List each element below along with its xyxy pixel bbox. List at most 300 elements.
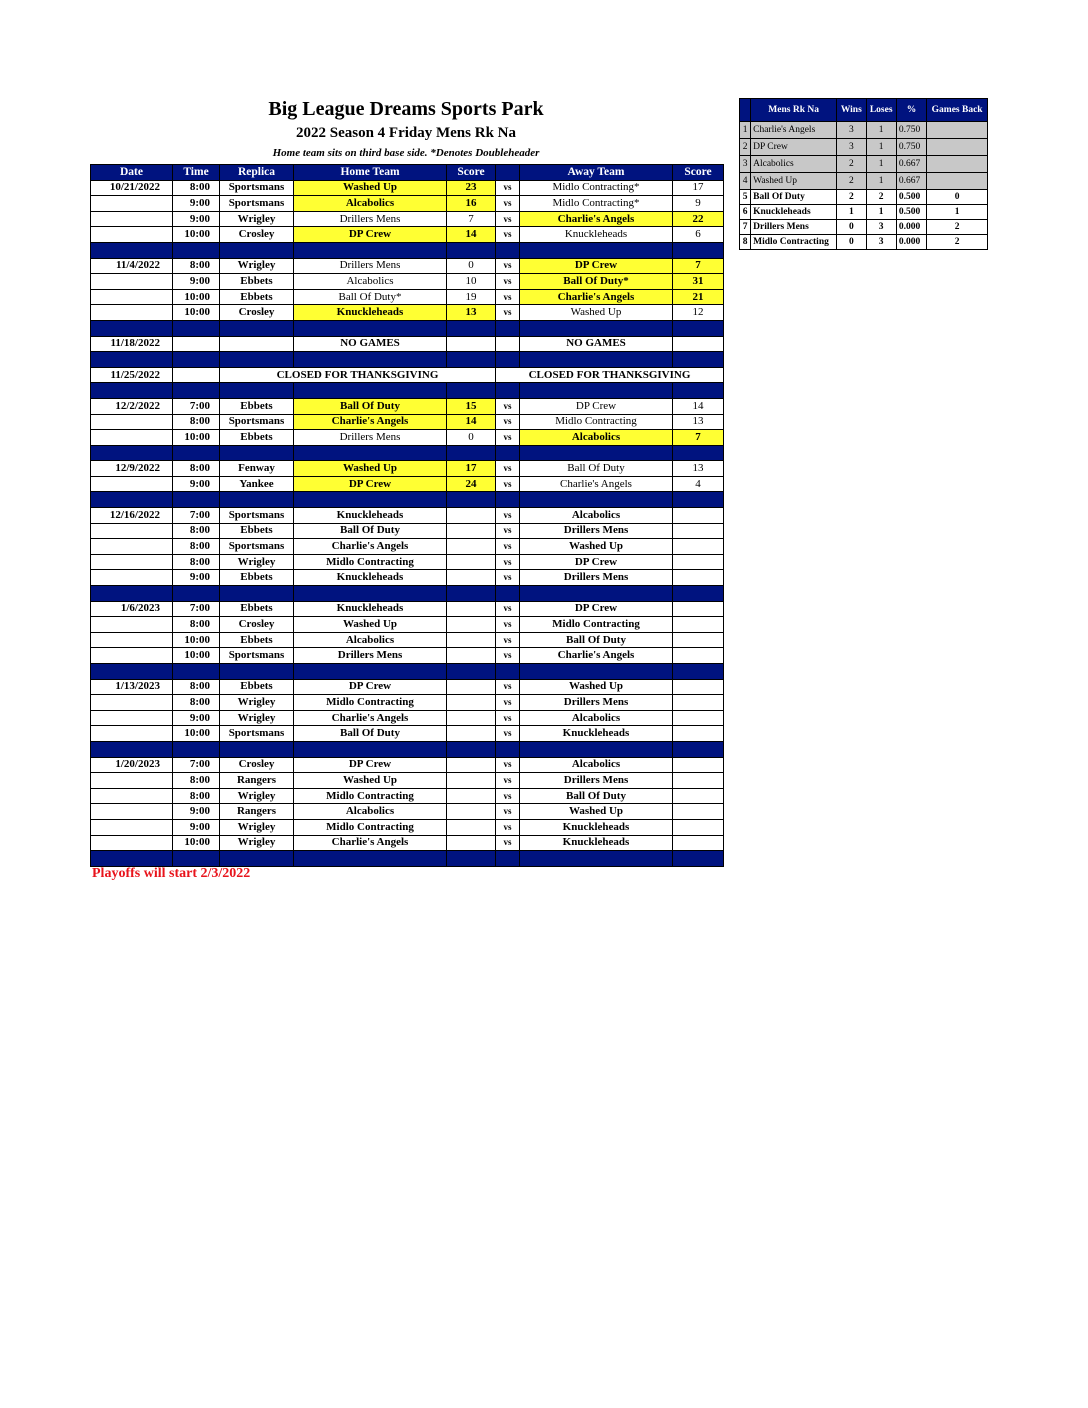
separator-cell xyxy=(496,445,520,461)
time-cell: 7:00 xyxy=(173,757,220,773)
away-score-cell: 13 xyxy=(673,461,724,477)
separator-cell xyxy=(520,664,673,680)
home-team-cell: Charlie's Angels xyxy=(294,710,447,726)
date-cell: 1/6/2023 xyxy=(91,601,173,617)
vs-cell: vs xyxy=(496,414,520,430)
date-cell xyxy=(91,804,173,820)
replica-cell: Sportsmans xyxy=(220,648,294,664)
home-team-cell: Ball Of Duty xyxy=(294,398,447,414)
date-cell xyxy=(91,835,173,851)
separator-cell xyxy=(496,741,520,757)
game-row xyxy=(91,617,724,633)
wins-cell: 0 xyxy=(837,220,866,235)
team-cell: Drillers Mens xyxy=(751,220,837,235)
week-separator-row xyxy=(91,242,724,258)
page-subtitle: 2022 Season 4 Friday Mens Rk Na xyxy=(295,125,516,141)
home-team-cell: Charlie's Angels xyxy=(294,414,447,430)
separator-cell xyxy=(673,445,724,461)
column-header-replica: Replica xyxy=(220,165,294,181)
home-score-cell: 17 xyxy=(447,461,496,477)
home-team-cell: DP Crew xyxy=(294,679,447,695)
standings-row xyxy=(740,235,988,250)
date-cell xyxy=(91,648,173,664)
home-score-cell: 24 xyxy=(447,476,496,492)
date-cell xyxy=(91,289,173,305)
home-team-cell: Washed Up xyxy=(294,461,447,477)
home-score-cell: 23 xyxy=(447,180,496,196)
vs-cell: vs xyxy=(496,211,520,227)
time-cell: 8:00 xyxy=(173,617,220,633)
home-score-cell xyxy=(447,601,496,617)
time-cell: 8:00 xyxy=(173,523,220,539)
game-row xyxy=(91,554,724,570)
date-cell: 12/16/2022 xyxy=(91,508,173,524)
replica-cell: Ebbets xyxy=(220,679,294,695)
home-score-cell xyxy=(447,804,496,820)
away-team-cell: Knuckleheads xyxy=(520,835,673,851)
schedule-header-row xyxy=(91,165,724,181)
rank-cell: 7 xyxy=(740,220,751,235)
game-row xyxy=(91,274,724,290)
date-cell xyxy=(91,632,173,648)
rank-cell: 1 xyxy=(740,122,751,139)
week-separator-row xyxy=(91,320,724,336)
home-score-cell xyxy=(447,710,496,726)
home-score-cell: 14 xyxy=(447,227,496,243)
time-cell: 8:00 xyxy=(173,773,220,789)
rank-cell: 4 xyxy=(740,173,751,190)
home-score-cell: 14 xyxy=(447,414,496,430)
away-team-cell: Ball Of Duty xyxy=(520,461,673,477)
separator-cell xyxy=(447,352,496,368)
team-cell: Alcabolics xyxy=(751,156,837,173)
team-cell: Midlo Contracting xyxy=(751,235,837,250)
team-cell: Washed Up xyxy=(751,173,837,190)
away-score-cell xyxy=(673,679,724,695)
rank-cell: 5 xyxy=(740,190,751,205)
home-score-cell: 15 xyxy=(447,398,496,414)
separator-cell xyxy=(520,383,673,399)
away-score-cell: 9 xyxy=(673,196,724,212)
time-cell: 8:00 xyxy=(173,695,220,711)
date-cell xyxy=(91,196,173,212)
replica-cell: Sportsmans xyxy=(220,414,294,430)
away-team-cell: Charlie's Angels xyxy=(520,476,673,492)
away-score-cell xyxy=(673,336,724,352)
separator-cell xyxy=(173,586,220,602)
date-cell: 11/4/2022 xyxy=(91,258,173,274)
home-score-cell xyxy=(447,523,496,539)
home-score-cell xyxy=(447,570,496,586)
replica-cell: Sportsmans xyxy=(220,539,294,555)
away-score-cell xyxy=(673,601,724,617)
date-cell: 1/20/2023 xyxy=(91,757,173,773)
games-back-cell xyxy=(927,156,988,173)
column-header-away-team: Away Team xyxy=(520,165,673,181)
game-row xyxy=(91,508,724,524)
home-team-cell: Washed Up xyxy=(294,180,447,196)
rank-cell: 6 xyxy=(740,205,751,220)
away-score-cell: 31 xyxy=(673,274,724,290)
replica-cell xyxy=(220,336,294,352)
separator-cell xyxy=(220,664,294,680)
time-cell: 10:00 xyxy=(173,227,220,243)
away-team-cell: Knuckleheads xyxy=(520,819,673,835)
home-score-cell xyxy=(447,835,496,851)
standings-row xyxy=(740,139,988,156)
separator-cell xyxy=(173,352,220,368)
replica-cell: Ebbets xyxy=(220,570,294,586)
separator-cell xyxy=(294,383,447,399)
away-team-cell: Ball Of Duty xyxy=(520,788,673,804)
vs-cell: vs xyxy=(496,835,520,851)
pct-cell: 0.000 xyxy=(896,220,926,235)
away-score-cell: 4 xyxy=(673,476,724,492)
replica-cell: Sportsmans xyxy=(220,180,294,196)
replica-cell: Wrigley xyxy=(220,819,294,835)
game-row xyxy=(91,180,724,196)
wins-cell: 3 xyxy=(837,122,866,139)
away-score-cell xyxy=(673,570,724,586)
home-team-cell: Knuckleheads xyxy=(294,570,447,586)
game-row xyxy=(91,695,724,711)
separator-cell xyxy=(520,445,673,461)
vs-cell: vs xyxy=(496,430,520,446)
home-team-cell: DP Crew xyxy=(294,476,447,492)
date-cell: 10/21/2022 xyxy=(91,180,173,196)
loses-cell: 1 xyxy=(866,122,896,139)
away-score-cell: 14 xyxy=(673,398,724,414)
replica-cell: Wrigley xyxy=(220,695,294,711)
time-cell: 9:00 xyxy=(173,476,220,492)
game-row xyxy=(91,819,724,835)
away-score-cell xyxy=(673,804,724,820)
game-row xyxy=(91,710,724,726)
loses-cell: 1 xyxy=(866,205,896,220)
page-title: Big League Dreams Sports Park xyxy=(268,98,544,120)
column-header-vs xyxy=(496,165,520,181)
vs-cell: vs xyxy=(496,196,520,212)
team-cell: Ball Of Duty xyxy=(751,190,837,205)
home-team-cell: Knuckleheads xyxy=(294,601,447,617)
replica-cell: Ebbets xyxy=(220,430,294,446)
separator-cell xyxy=(173,445,220,461)
vs-cell: vs xyxy=(496,476,520,492)
home-team-cell: Midlo Contracting xyxy=(294,819,447,835)
standings-row xyxy=(740,122,988,139)
replica-cell: Rangers xyxy=(220,773,294,789)
separator-cell xyxy=(520,320,673,336)
vs-cell: vs xyxy=(496,679,520,695)
home-team-cell: Charlie's Angels xyxy=(294,835,447,851)
game-row xyxy=(91,632,724,648)
separator-cell xyxy=(496,664,520,680)
home-team-cell: DP Crew xyxy=(294,757,447,773)
separator-cell xyxy=(173,242,220,258)
vs-cell: vs xyxy=(496,289,520,305)
replica-cell: Crosley xyxy=(220,617,294,633)
separator-cell xyxy=(220,445,294,461)
away-team-cell: Washed Up xyxy=(520,305,673,321)
separator-cell xyxy=(294,851,447,867)
date-cell xyxy=(91,726,173,742)
separator-cell xyxy=(220,242,294,258)
time-cell: 8:00 xyxy=(173,679,220,695)
loses-cell: 2 xyxy=(866,190,896,205)
separator-cell xyxy=(447,320,496,336)
away-team-cell: Knuckleheads xyxy=(520,227,673,243)
pct-cell: 0.750 xyxy=(896,122,926,139)
loses-cell: 3 xyxy=(866,220,896,235)
pct-cell: 0.750 xyxy=(896,139,926,156)
separator-cell xyxy=(673,741,724,757)
away-score-cell xyxy=(673,632,724,648)
standings-header-pct: % xyxy=(896,99,926,122)
separator-cell xyxy=(447,741,496,757)
time-cell: 10:00 xyxy=(173,648,220,664)
home-team-cell: Midlo Contracting xyxy=(294,788,447,804)
away-score-cell xyxy=(673,788,724,804)
vs-cell xyxy=(496,336,520,352)
home-team-cell: Washed Up xyxy=(294,773,447,789)
date-cell xyxy=(91,539,173,555)
loses-cell: 3 xyxy=(866,235,896,250)
away-score-cell xyxy=(673,648,724,664)
away-score-cell xyxy=(673,695,724,711)
game-row xyxy=(91,211,724,227)
separator-cell xyxy=(673,492,724,508)
replica-cell: Yankee xyxy=(220,476,294,492)
separator-cell xyxy=(173,741,220,757)
game-row xyxy=(91,461,724,477)
separator-cell xyxy=(91,492,173,508)
date-cell xyxy=(91,414,173,430)
date-cell xyxy=(91,274,173,290)
separator-cell xyxy=(673,383,724,399)
vs-cell: vs xyxy=(496,554,520,570)
away-score-cell: 7 xyxy=(673,430,724,446)
pct-cell: 0.667 xyxy=(896,173,926,190)
replica-cell: Wrigley xyxy=(220,835,294,851)
home-team-cell: Charlie's Angels xyxy=(294,539,447,555)
away-score-cell: 7 xyxy=(673,258,724,274)
time-cell: 8:00 xyxy=(173,414,220,430)
separator-cell xyxy=(520,242,673,258)
vs-cell: vs xyxy=(496,757,520,773)
week-separator-row xyxy=(91,352,724,368)
away-team-cell: Charlie's Angels xyxy=(520,211,673,227)
home-team-cell: Drillers Mens xyxy=(294,430,447,446)
time-cell xyxy=(173,367,220,383)
date-cell: 12/9/2022 xyxy=(91,461,173,477)
separator-cell xyxy=(496,492,520,508)
replica-cell: Ebbets xyxy=(220,601,294,617)
home-score-cell: 19 xyxy=(447,289,496,305)
vs-cell: vs xyxy=(496,461,520,477)
vs-cell: vs xyxy=(496,710,520,726)
vs-cell: vs xyxy=(496,788,520,804)
home-score-cell xyxy=(447,617,496,633)
time-cell: 10:00 xyxy=(173,289,220,305)
game-row xyxy=(91,289,724,305)
games-back-cell xyxy=(927,173,988,190)
date-cell xyxy=(91,570,173,586)
game-row xyxy=(91,601,724,617)
vs-cell: vs xyxy=(496,258,520,274)
game-row xyxy=(91,196,724,212)
away-score-cell xyxy=(673,617,724,633)
replica-cell: Wrigley xyxy=(220,554,294,570)
separator-cell xyxy=(91,664,173,680)
vs-cell: vs xyxy=(496,804,520,820)
week-separator-row xyxy=(91,492,724,508)
loses-cell: 1 xyxy=(866,173,896,190)
game-row xyxy=(91,788,724,804)
separator-cell xyxy=(91,445,173,461)
standings-row xyxy=(740,205,988,220)
separator-cell xyxy=(220,586,294,602)
pct-cell: 0.500 xyxy=(896,205,926,220)
away-team-cell: Alcabolics xyxy=(520,430,673,446)
separator-cell xyxy=(447,445,496,461)
away-team-cell: Ball Of Duty xyxy=(520,632,673,648)
week-separator-row xyxy=(91,383,724,399)
wins-cell: 2 xyxy=(837,173,866,190)
separator-cell xyxy=(91,586,173,602)
home-score-cell xyxy=(447,773,496,789)
vs-cell: vs xyxy=(496,570,520,586)
home-team-cell: Washed Up xyxy=(294,617,447,633)
home-team-cell: Ball Of Duty xyxy=(294,523,447,539)
away-team-cell: Midlo Contracting* xyxy=(520,180,673,196)
home-team-cell: Drillers Mens xyxy=(294,258,447,274)
games-back-cell: 2 xyxy=(927,235,988,250)
standings-header-games-back: Games Back xyxy=(927,99,988,122)
closed-row xyxy=(91,367,724,383)
home-team-cell: Drillers Mens xyxy=(294,648,447,664)
home-score-cell xyxy=(447,632,496,648)
away-team-cell: CLOSED FOR THANKSGIVING xyxy=(496,367,724,383)
away-score-cell: 6 xyxy=(673,227,724,243)
wins-cell: 1 xyxy=(837,205,866,220)
game-row xyxy=(91,476,724,492)
vs-cell: vs xyxy=(496,227,520,243)
separator-cell xyxy=(520,352,673,368)
separator-cell xyxy=(496,383,520,399)
separator-cell xyxy=(496,586,520,602)
away-score-cell xyxy=(673,757,724,773)
separator-cell xyxy=(173,383,220,399)
separator-cell xyxy=(673,586,724,602)
away-team-cell: Drillers Mens xyxy=(520,773,673,789)
away-score-cell xyxy=(673,508,724,524)
away-score-cell xyxy=(673,726,724,742)
time-cell: 7:00 xyxy=(173,508,220,524)
games-back-cell: 2 xyxy=(927,220,988,235)
column-header-time: Time xyxy=(173,165,220,181)
replica-cell: Wrigley xyxy=(220,788,294,804)
time-cell: 9:00 xyxy=(173,819,220,835)
time-cell: 9:00 xyxy=(173,570,220,586)
vs-cell: vs xyxy=(496,180,520,196)
home-score-cell xyxy=(447,788,496,804)
date-cell xyxy=(91,523,173,539)
separator-cell xyxy=(520,492,673,508)
separator-cell xyxy=(447,492,496,508)
home-score-cell: 16 xyxy=(447,196,496,212)
vs-cell: vs xyxy=(496,523,520,539)
away-team-cell: Drillers Mens xyxy=(520,523,673,539)
column-header-home-team: Home Team xyxy=(294,165,447,181)
week-separator-row xyxy=(91,586,724,602)
standings-header-team: Mens Rk Na xyxy=(751,99,837,122)
separator-cell xyxy=(294,741,447,757)
home-score-cell xyxy=(447,726,496,742)
home-score-cell xyxy=(447,819,496,835)
home-team-cell: Ball Of Duty xyxy=(294,726,447,742)
time-cell: 10:00 xyxy=(173,305,220,321)
loses-cell: 1 xyxy=(866,156,896,173)
time-cell: 10:00 xyxy=(173,835,220,851)
vs-cell: vs xyxy=(496,695,520,711)
home-team-cell: Alcabolics xyxy=(294,804,447,820)
team-cell: Charlie's Angels xyxy=(751,122,837,139)
replica-cell: Ebbets xyxy=(220,523,294,539)
game-row xyxy=(91,570,724,586)
team-cell: DP Crew xyxy=(751,139,837,156)
away-team-cell: Midlo Contracting xyxy=(520,414,673,430)
away-score-cell: 17 xyxy=(673,180,724,196)
time-cell: 8:00 xyxy=(173,539,220,555)
rank-cell: 3 xyxy=(740,156,751,173)
date-cell: 12/2/2022 xyxy=(91,398,173,414)
away-team-cell: Washed Up xyxy=(520,679,673,695)
away-team-cell: Alcabolics xyxy=(520,757,673,773)
date-cell xyxy=(91,554,173,570)
separator-cell xyxy=(173,664,220,680)
date-cell xyxy=(91,227,173,243)
game-row xyxy=(91,227,724,243)
replica-cell: Sportsmans xyxy=(220,196,294,212)
vs-cell: vs xyxy=(496,398,520,414)
replica-cell: Ebbets xyxy=(220,632,294,648)
date-cell xyxy=(91,710,173,726)
time-cell: 8:00 xyxy=(173,788,220,804)
separator-cell xyxy=(91,320,173,336)
separator-cell xyxy=(220,320,294,336)
home-team-cell: Alcabolics xyxy=(294,196,447,212)
game-row xyxy=(91,414,724,430)
away-score-cell xyxy=(673,554,724,570)
separator-cell xyxy=(220,352,294,368)
home-score-cell xyxy=(447,648,496,664)
away-team-cell: Washed Up xyxy=(520,539,673,555)
replica-cell: Wrigley xyxy=(220,211,294,227)
away-score-cell: 12 xyxy=(673,305,724,321)
vs-cell: vs xyxy=(496,632,520,648)
replica-cell: Fenway xyxy=(220,461,294,477)
game-row xyxy=(91,398,724,414)
separator-cell xyxy=(520,851,673,867)
home-team-cell: Midlo Contracting xyxy=(294,695,447,711)
separator-cell xyxy=(220,492,294,508)
home-score-cell xyxy=(447,679,496,695)
game-row xyxy=(91,679,724,695)
separator-cell xyxy=(173,320,220,336)
date-cell xyxy=(91,819,173,835)
separator-cell xyxy=(673,352,724,368)
game-row xyxy=(91,726,724,742)
